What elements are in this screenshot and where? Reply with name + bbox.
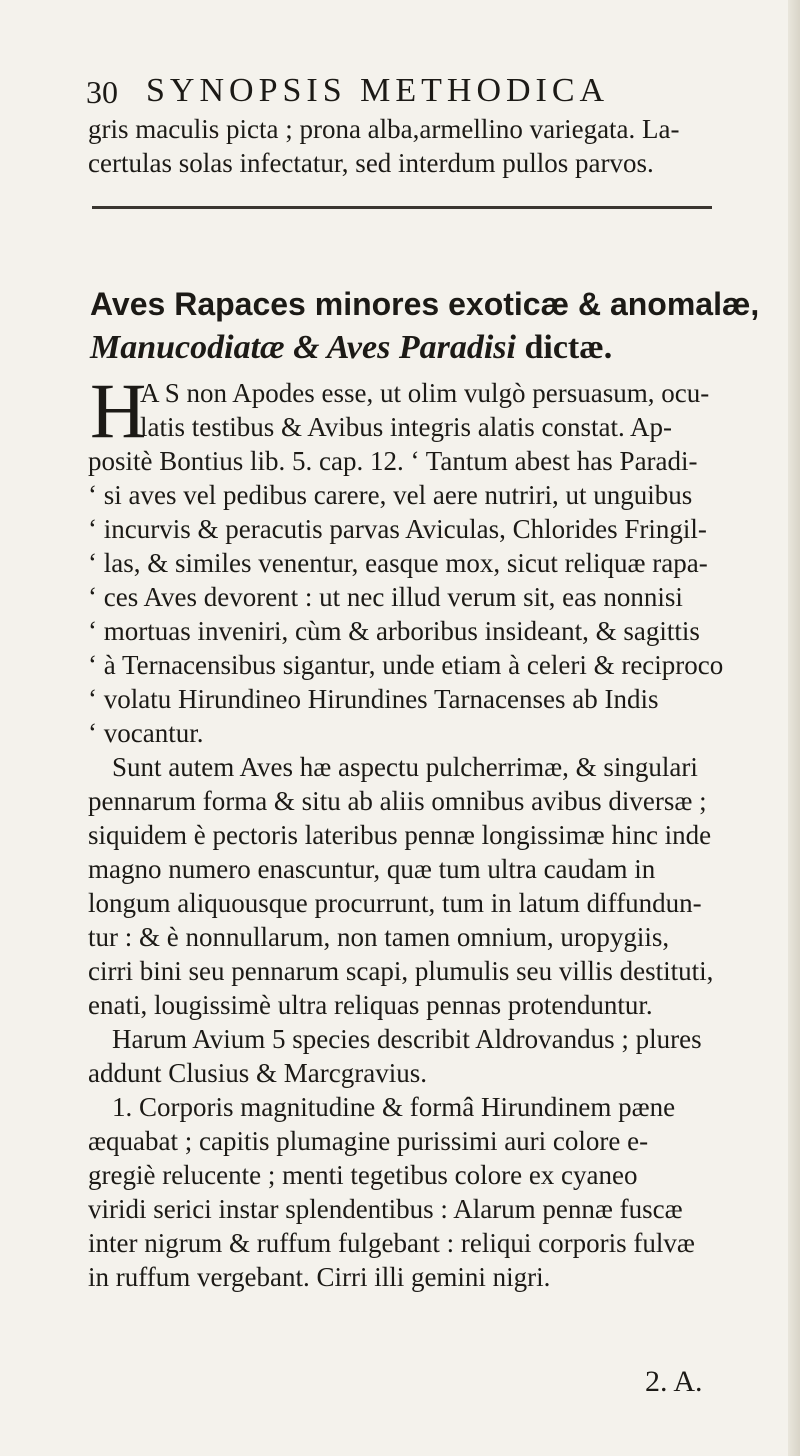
text-line: ‘ vocantur. — [88, 718, 204, 748]
text-line: cirri bini seu pennarum scapi, plumulis seu villis destituti, — [88, 956, 714, 986]
text-line: ‘ incurvis & peracutis parvas Aviculas, Chlorides Fringil- — [88, 514, 707, 544]
text-line: gregiè relucente ; menti tegetibus colore ex cyaneo — [88, 1160, 638, 1190]
text-line: in ruffum vergebant. Cirri illi gemini nigri. — [88, 1262, 551, 1292]
text-line: enati, lougissimè ultra reliquas pennas protenduntur. — [88, 990, 653, 1020]
page-edge — [788, 0, 800, 1456]
text-line: ‘ à Ternacensibus sigantur, unde etiam à celeri & reciproco — [88, 650, 724, 680]
subheading-plain: dictæ. — [524, 329, 613, 366]
text-line: positè Bontius lib. 5. cap. 12. ‘ Tantum abest has Paradi- — [88, 446, 698, 476]
text-line: tur : & è nonnullarum, non tamen omnium, uropygiis, — [88, 922, 670, 952]
section-heading: Aves Rapaces minores exoticæ & anomalæ, — [90, 286, 760, 322]
text-line: ‘ mortuas inveniri, cùm & arboribus insideant, & sagittis — [88, 616, 700, 646]
text-line: ‘ volatu Hirundineo Hirundines Tarnacenses ab Indis — [88, 684, 659, 714]
text-line: pennarum forma & situ ab aliis omnibus avibus diversæ ; — [88, 786, 707, 816]
subheading-italic: Manucodiatæ & Aves Paradisi — [90, 329, 516, 366]
text-line: A S non Apodes esse, ut olim vulgò persuasum, ocu- — [140, 378, 710, 408]
text-line: ‘ las, & similes venentur, easque mox, sicut reliquæ rapa- — [88, 548, 708, 578]
catchword: 2. A. — [645, 1365, 703, 1398]
page-number: 30 — [86, 74, 118, 110]
text-line: addunt Clusius & Marcgravius. — [88, 1058, 427, 1088]
drop-cap: H — [90, 367, 147, 454]
text-line: certulas solas infectatur, sed interdum pullos parvos. — [88, 148, 654, 178]
section-subheading — [90, 326, 710, 370]
text-line: viridi serici instar splendentibus : Alarum pennæ fuscæ — [88, 1194, 683, 1224]
text-line: longum aliquousque procurrunt, tum in latum diffundun- — [88, 888, 702, 918]
text-line: ‘ si aves vel pedibus carere, vel aere nutriri, ut unguibus — [88, 480, 693, 510]
text-line: 1. Corporis magnitudine & formâ Hirundinem pæne — [112, 1092, 676, 1122]
text-line: gris maculis picta ; prona alba,armellino variegata. La- — [88, 114, 680, 144]
text-line: æquabat ; capitis plumagine purissimi auri colore e- — [88, 1126, 649, 1156]
text-line: Harum Avium 5 species describit Aldrovandus ; plures — [112, 1024, 702, 1054]
text-line: siquidem è pectoris lateribus pennæ longissimæ hinc inde — [88, 820, 712, 850]
text-line: inter nigrum & ruffum fulgebant : reliqui corporis fulvæ — [88, 1228, 695, 1258]
text-line: latis testibus & Avibus integris alatis constat. Ap- — [140, 412, 672, 442]
section-divider — [92, 206, 712, 209]
text-line: ‘ ces Aves devorent : ut nec illud verum sit, eas nonnisi — [88, 582, 683, 612]
running-title: SYNOPSIS METHODICA — [146, 72, 610, 109]
text-line: Sunt autem Aves hæ aspectu pulcherrimæ, & singulari — [112, 752, 698, 782]
text-line: magno numero enascuntur, quæ tum ultra caudam in — [88, 854, 656, 884]
running-head — [86, 72, 686, 112]
